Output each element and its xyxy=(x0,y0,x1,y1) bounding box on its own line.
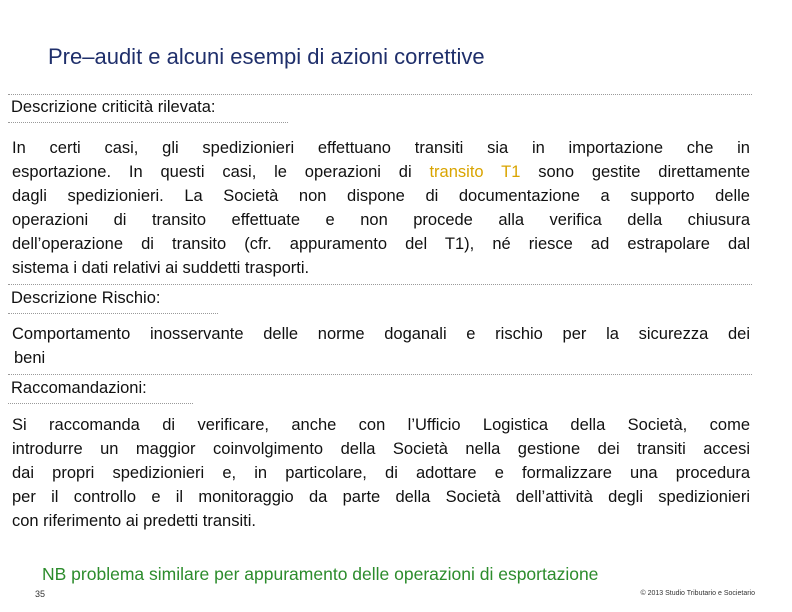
section-divider xyxy=(8,284,752,285)
section-divider xyxy=(8,403,193,404)
paragraph-line: beni xyxy=(14,349,46,367)
raccomandazioni-heading: Raccomandazioni: xyxy=(11,379,147,397)
paragraph-line: dagli spedizionieri. La Società non dispone di documentazione a supporto delle xyxy=(12,187,750,205)
page-number: 35 xyxy=(35,589,46,599)
paragraph-line: per il controllo e il monitoraggio da parte della Società dell’attività degli spedizionieri xyxy=(12,488,750,506)
line-text: esportazione. In questi casi, le operazioni di xyxy=(12,163,412,181)
rischio-heading: Descrizione Rischio: xyxy=(11,289,161,307)
line-text: sono gestite direttamente xyxy=(538,163,751,181)
paragraph-line: introdurre un maggior coinvolgimento della Società nella gestione dei transiti accesi xyxy=(12,440,750,458)
highlighted-term: transito T1 xyxy=(429,163,521,181)
paragraph-line: In certi casi, gli spedizionieri effettuano transiti sia in importazione che in xyxy=(12,139,750,157)
paragraph-line: Comportamento inosservante delle norme doganali e rischio per la sicurezza dei xyxy=(12,325,750,343)
section-divider xyxy=(8,94,752,95)
section-divider xyxy=(8,122,288,123)
section-divider xyxy=(8,313,218,314)
nb-note: NB problema similare per appuramento delle operazioni di esportazione xyxy=(42,564,599,584)
paragraph-line: con riferimento ai predetti transiti. xyxy=(12,512,256,530)
rischio-paragraph xyxy=(12,322,750,370)
paragraph-line: operazioni di transito effettuate e non procede alla verifica della chiusura xyxy=(12,211,750,229)
paragraph-line xyxy=(12,160,750,184)
raccomandazioni-paragraph xyxy=(12,413,750,533)
copyright-notice: © 2013 Studio Tributario e Societario xyxy=(640,590,755,597)
paragraph-line: dai propri spedizionieri e, in particolare, di adottare e formalizzare una procedura xyxy=(12,464,750,482)
paragraph-line: dell’operazione di transito (cfr. appuramento del T1), né riesce ad estrapolare dal xyxy=(12,235,750,253)
section-divider xyxy=(8,374,752,375)
criticita-paragraph xyxy=(12,136,750,280)
paragraph-line: sistema i dati relativi ai suddetti trasporti. xyxy=(12,259,310,277)
criticita-heading: Descrizione criticità rilevata: xyxy=(11,98,216,116)
slide-title: Pre–audit e alcuni esempi di azioni correttive xyxy=(48,44,485,69)
paragraph-line: Si raccomanda di verificare, anche con l’Ufficio Logistica della Società, come xyxy=(12,416,750,434)
